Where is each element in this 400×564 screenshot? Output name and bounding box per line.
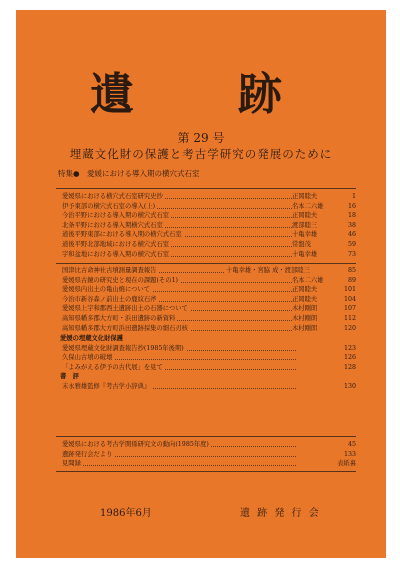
toc-entry-title: 見聞録 <box>62 460 81 468</box>
toc-entry-title: 愛媛県古鏡の研究史と現在の課題(その1) <box>62 276 178 284</box>
toc-entry-page: 104 <box>343 295 356 303</box>
toc-entry <box>56 221 356 231</box>
toc-entry <box>56 295 356 305</box>
toc-section-5 <box>56 440 356 469</box>
toc-entry-page: 18 <box>347 212 356 220</box>
toc-entry-author: 名本二六雄 <box>292 276 324 284</box>
toc-entry-page: 45 <box>347 441 356 448</box>
publisher: 遺 跡 発 行 会 <box>240 508 321 519</box>
toc-entry-author: 十亀幸雄・宮脇 成・渡部睦三 <box>226 267 310 274</box>
publication-date: 1986年6月 <box>100 508 152 519</box>
toc-entry-title: 愛媛県埋蔵文化財調査報告抄(1985年後期) <box>62 344 184 352</box>
toc-entry <box>56 363 356 373</box>
toc-entry-title: 道後平野北部地域における横穴式石室 <box>62 240 170 248</box>
toc-entry-author: 正岡睦夫 <box>292 286 318 294</box>
issue-number: 第 29 号 <box>177 131 225 145</box>
toc-section-1 <box>56 192 356 259</box>
toc-entry-author: 十亀幸雄 <box>292 250 318 258</box>
toc-entry <box>56 353 356 363</box>
toc-entry-page: 46 <box>347 231 356 239</box>
leader-dots <box>62 459 296 466</box>
toc-entry-title: 遺跡発行会だより <box>62 450 113 458</box>
toc-entry-page: 133 <box>343 450 356 458</box>
divider <box>56 436 356 437</box>
toc-entry <box>56 344 356 354</box>
toc-entry <box>56 304 356 314</box>
toc-entry <box>56 276 356 286</box>
toc-entry-title: 愛媛県における横穴式石室研究史抄 <box>62 193 163 200</box>
toc-entry-author: 正岡睦夫 <box>292 212 318 220</box>
toc-entry <box>56 459 356 469</box>
toc-entry-title: 伊予東部の横穴式石室の導入(上) <box>62 202 156 210</box>
toc-entry-author: 木村剛朗 <box>292 324 318 332</box>
toc-entry-title: 北条平野における導入期横穴式石室 <box>62 221 163 229</box>
toc-entry <box>56 230 356 240</box>
toc-entry-title: 「よみがえる伊予の古代展」を見て <box>62 363 163 371</box>
toc-entry-page: 112 <box>343 314 356 322</box>
toc-entry-page: 表紙裏 <box>337 460 356 468</box>
toc-entry-page: 123 <box>343 344 356 352</box>
toc-section-2 <box>56 266 356 333</box>
toc-section-news <box>56 334 356 392</box>
toc-entry-title: 宇和盆地における導入期の横穴式石室 <box>62 250 170 258</box>
toc-entry <box>56 211 356 221</box>
toc-entry-title: 国津比古命神社古墳測量調査報告 <box>62 267 157 274</box>
journal-cover <box>16 10 386 558</box>
journal-subtitle: 埋蔵文化財の保護と考古学研究の発展のために <box>69 147 333 161</box>
toc-entry-page: 73 <box>347 250 356 258</box>
toc-entry <box>56 314 356 324</box>
toc-entry-page: 38 <box>347 221 356 229</box>
toc-entry <box>56 285 356 295</box>
toc-entry <box>56 202 356 212</box>
toc-entry <box>56 382 356 392</box>
toc-entry-page: 1 <box>351 193 356 200</box>
feature-heading: 特集● 愛媛における導入期の横穴式石室 <box>58 169 200 178</box>
toc-entry-author: 正岡睦夫 <box>292 193 318 200</box>
toc-entry-page: 89 <box>347 276 356 284</box>
toc-entry-author: 正岡睦夫 <box>292 295 318 303</box>
toc-entry-title: 久保山古墳の破壊 <box>62 354 113 362</box>
toc-entry <box>56 266 356 276</box>
toc-entry-title: 末永雅雄監修『考古学小辞典』 <box>62 382 151 390</box>
toc-entry-title: 愛媛県内出土の亀山焼について <box>62 286 151 294</box>
divider <box>56 188 356 189</box>
toc-entry-author: 木村剛朗 <box>292 314 318 322</box>
section-heading: 愛媛の埋蔵文化財保護 <box>60 335 123 342</box>
toc-entry-author: 名本二六雄 <box>292 202 324 210</box>
divider <box>56 263 356 264</box>
toc-entry <box>56 440 356 450</box>
toc-entry <box>56 250 356 260</box>
toc-entry-page: 101 <box>343 286 356 294</box>
toc-entry-title: 今治平野における導入期の横穴式石室 <box>62 212 170 220</box>
toc-entry-page: 107 <box>343 305 356 313</box>
journal-title: 遺 跡 <box>90 69 312 120</box>
section-heading: 書 評 <box>60 373 79 381</box>
toc-entry-page: 16 <box>347 202 356 210</box>
toc-entry-page: 85 <box>347 267 356 274</box>
toc-entry <box>56 450 356 460</box>
toc-entry <box>56 324 356 334</box>
toc-entry-page: 128 <box>343 363 356 371</box>
toc-entry-page: 59 <box>347 240 356 248</box>
divider <box>56 471 356 472</box>
toc-entry-title: 愛媛県における考古学関係研究文の動向(1985年度) <box>62 441 209 448</box>
toc-entry <box>56 240 356 250</box>
toc-entry-page: 130 <box>343 382 356 390</box>
toc-entry-author: 渡部睦三 <box>292 221 318 229</box>
toc-entry-title: 高知県幡多郡大方町浜田遺跡採集の細石刃核 <box>62 324 188 332</box>
toc-entry-title: 今治市新谷森ノ前出土の鹿紋石斧 <box>62 295 157 303</box>
toc-entry <box>56 192 356 202</box>
toc-entry-title: 高知県幡多郡大方町・浜田遺跡の新資料 <box>62 314 176 322</box>
toc-entry-page: 126 <box>343 354 356 362</box>
toc-entry-author: 十亀幸雄 <box>292 231 318 239</box>
toc-entry-author: 常盤茂 <box>292 240 311 248</box>
toc-entry-page: 120 <box>343 324 356 332</box>
toc-entry-title: 愛媛県上宇和郡西土遺跡出土の石器について <box>62 305 188 313</box>
toc-entry-title: 道後平野東部における導入期の横穴式石室 <box>62 231 182 239</box>
toc-entry-author: 木村剛朗 <box>292 305 318 313</box>
